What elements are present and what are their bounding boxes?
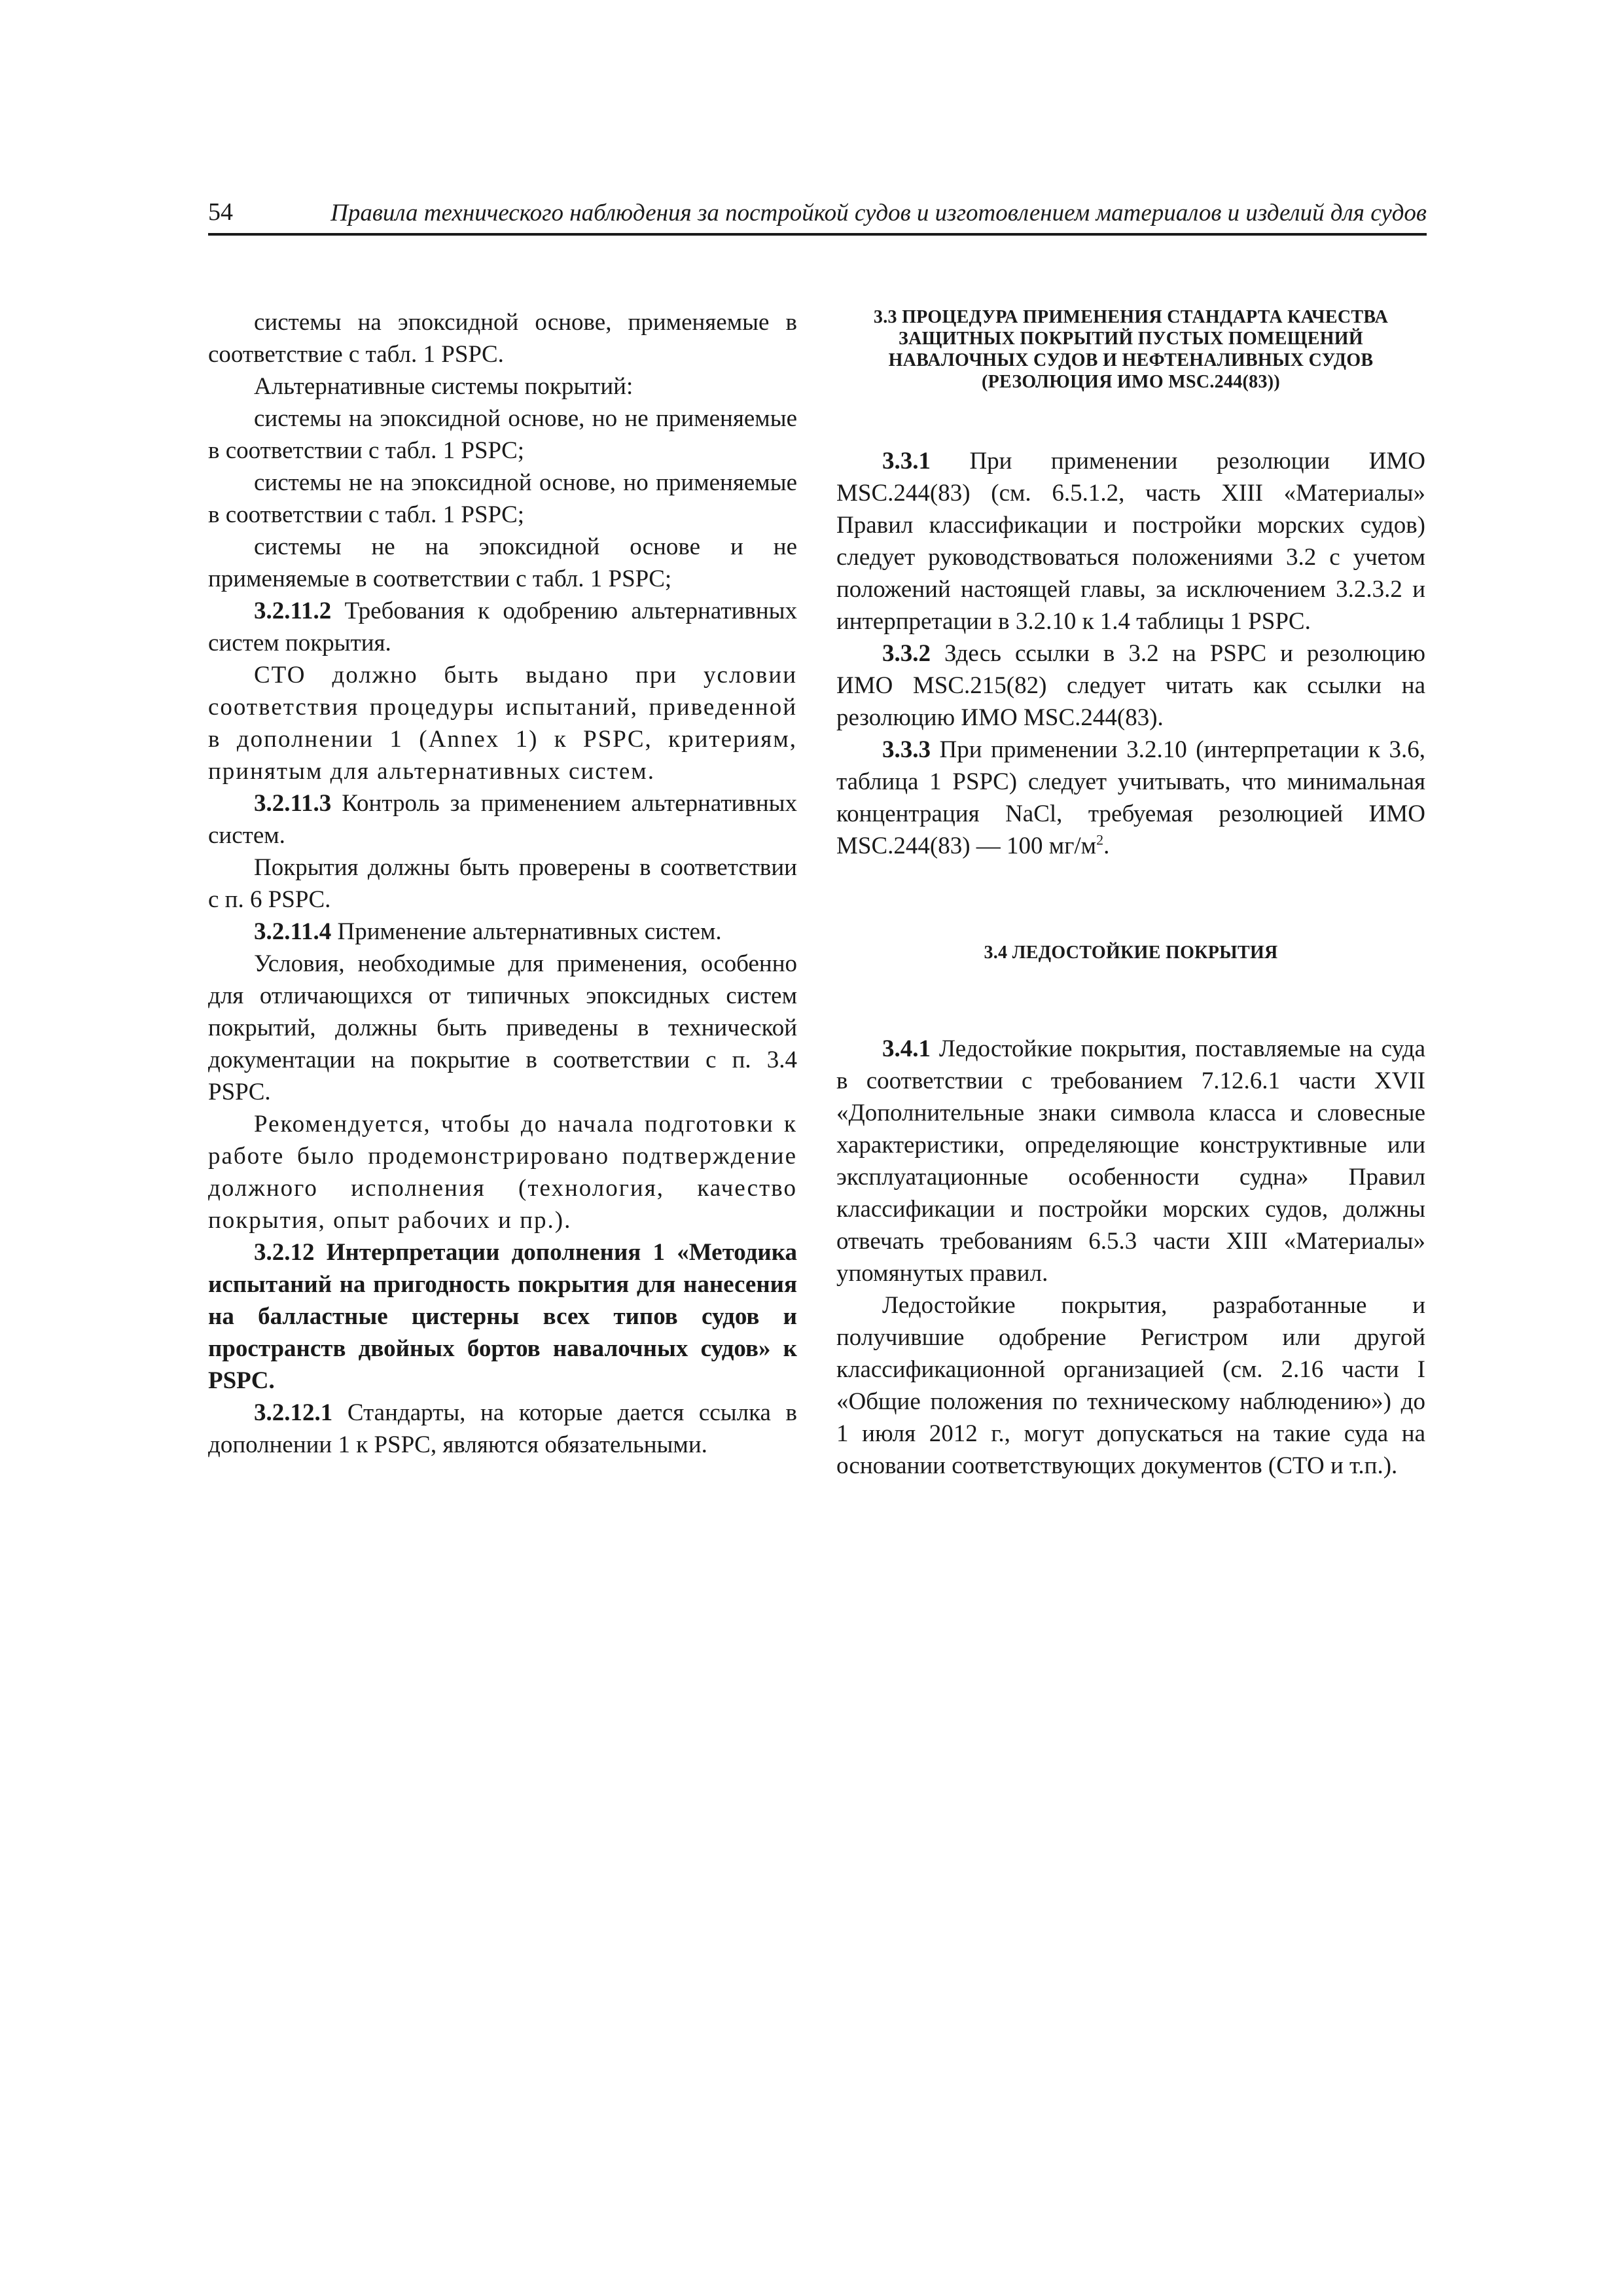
paragraph: Ледостойкие покрытия, разработанные и получившие одобрение Регистром или другой классификационной организацией (см. 2.16 части I «Общие положения по техническому наблюдению») до 1 июля 2012 г., могут допускаться на такие суда на основании соответствующих документов (СТО и т.п.). xyxy=(836,1292,1425,1479)
clause-number: 3.4.1 xyxy=(882,1035,931,1062)
running-title: Правила технического наблюдения за постройкой судов и изготовлением материалов и изделий для судов xyxy=(330,200,1427,226)
heading-line: (РЕЗОЛЮЦИЯ ИМО MSC.244(83)) xyxy=(981,372,1281,392)
clause-text: Контроль за применением альтернативных систем. xyxy=(208,790,797,849)
superscript: 2 xyxy=(1096,831,1104,848)
paragraph: системы на эпоксидной основе, применяемые в соответствие с табл. 1 PSPC. xyxy=(208,309,797,368)
paragraph: системы на эпоксидной основе, но не применяемые в соответствии с табл. 1 PSPC; xyxy=(208,405,797,464)
paragraph-3-4-1 xyxy=(836,1033,1425,1289)
paragraph-3-2-11-2 xyxy=(208,595,797,659)
heading-line: 3.3 ПРОЦЕДУРА ПРИМЕНЕНИЯ СТАНДАРТА КАЧЕСТВА xyxy=(873,307,1389,327)
clause-text: При применении резолюции ИМО MSC.244(83) (см. 6.5.1.2, часть XIII «Материалы» Правил классификации и постройки морских судов) следует руководствоваться положениями 3.2 с учетом положений настоящей главы, за исключением 3.2.3.2 и интерпретации в 3.2.10 к 1.4 таблицы 1 PSPC. xyxy=(836,448,1425,635)
heading-line: ЗАЩИТНЫХ ПОКРЫТИЙ ПУСТЫХ ПОМЕЩЕНИЙ xyxy=(899,329,1363,349)
clause-number: 3.3.2 xyxy=(882,640,931,667)
paragraph-3-2-12-1 xyxy=(208,1397,797,1461)
clause-number: 3.2.11.2 xyxy=(254,598,332,624)
paragraph: СТО должно быть выдано при условии соответствия процедуры испытаний, приведенной в дополнении 1 (Annex 1) к PSPC, критериям, принятым для альтернативных систем. xyxy=(208,662,797,785)
page-number: 54 xyxy=(208,198,233,226)
paragraph-3-3-2 xyxy=(836,637,1425,734)
page-header xyxy=(208,196,1427,236)
clause-3-2-12-heading: 3.2.12 Интерпретации дополнения 1 «Методика испытаний на пригодность покрытия для нанесения на балластные цистерны всех типов судов и пространств двойных бортов навалочных судов» к PSPC. xyxy=(208,1239,797,1394)
section-3-4-heading: 3.4 ЛЕДОСТОЙКИЕ ПОКРЫТИЯ xyxy=(984,942,1278,963)
section-3-3-heading xyxy=(836,306,1425,393)
clause-number: 3.2.11.3 xyxy=(254,790,332,817)
paragraph-3-3-3 xyxy=(836,734,1425,862)
right-column xyxy=(836,306,1425,1482)
clause-text: Стандарты, на которые дается ссылка в дополнении 1 к PSPC, являются обязательными. xyxy=(208,1399,797,1458)
paragraph: системы не на эпоксидной основе и не применяемые в соответствии с табл. 1 PSPC; xyxy=(208,533,797,592)
paragraph: Альтернативные системы покрытий: xyxy=(254,373,633,400)
clause-text: Здесь ссылки в 3.2 на PSPC и резолюцию ИМО MSC.215(82) следует читать как ссылки на резолюцию ИМО MSC.244(83). xyxy=(836,640,1425,731)
clause-number: 3.3.1 xyxy=(882,448,931,475)
heading-line: НАВАЛОЧНЫХ СУДОВ И НЕФТЕНАЛИВНЫХ СУДОВ xyxy=(888,350,1374,370)
clause-number: 3.2.11.4 xyxy=(254,918,332,945)
clause-text: Применение альтернативных систем. xyxy=(331,918,722,945)
clause-text: При применении 3.2.10 (интерпретации к 3.6, таблица 1 PSPC) следует учитывать, что минимальная концентрация NaCl, требуемая резолюцией ИМО MSC.244(83) — 100 мг/м xyxy=(836,736,1425,859)
clause-number: 3.3.3 xyxy=(882,736,931,763)
paragraph-3-2-11-3 xyxy=(208,787,797,852)
paragraph-3-2-11-4 xyxy=(208,916,797,948)
clause-end: . xyxy=(1103,833,1110,859)
clause-text: Ледостойкие покрытия, поставляемые на суда в соответствии с требованием 7.12.6.1 части XVII «Дополнительные знаки символа класса и словесные характеристики, определяющие конструктивные или эксплуатационные особенности судна» Правил классификации и постройки морских судов, должны отвечать требованиям 6.5.3 части XIII «Материалы» упомянутых правил. xyxy=(836,1035,1425,1287)
paragraph: системы не на эпоксидной основе, но применяемые в соответствии с табл. 1 PSPC; xyxy=(208,469,797,528)
paragraph-3-3-1 xyxy=(836,445,1425,637)
left-column xyxy=(208,306,797,1461)
paragraph: Рекомендуется, чтобы до начала подготовки к работе было продемонстрировано подтверждение должного исполнения (технология, качество покрытия, опыт рабочих и пр.). xyxy=(208,1111,797,1234)
clause-text: Требования к одобрению альтернативных систем покрытия. xyxy=(208,598,797,656)
paragraph: Покрытия должны быть проверены в соответствии с п. 6 PSPC. xyxy=(208,854,797,913)
clause-number: 3.2.12.1 xyxy=(254,1399,333,1426)
paragraph: Условия, необходимые для применения, особенно для отличающихся от типичных эпоксидных систем покрытий, должны быть приведены в технической документации на покрытие в соответствии с п. 3.4 PSPC. xyxy=(208,950,797,1105)
